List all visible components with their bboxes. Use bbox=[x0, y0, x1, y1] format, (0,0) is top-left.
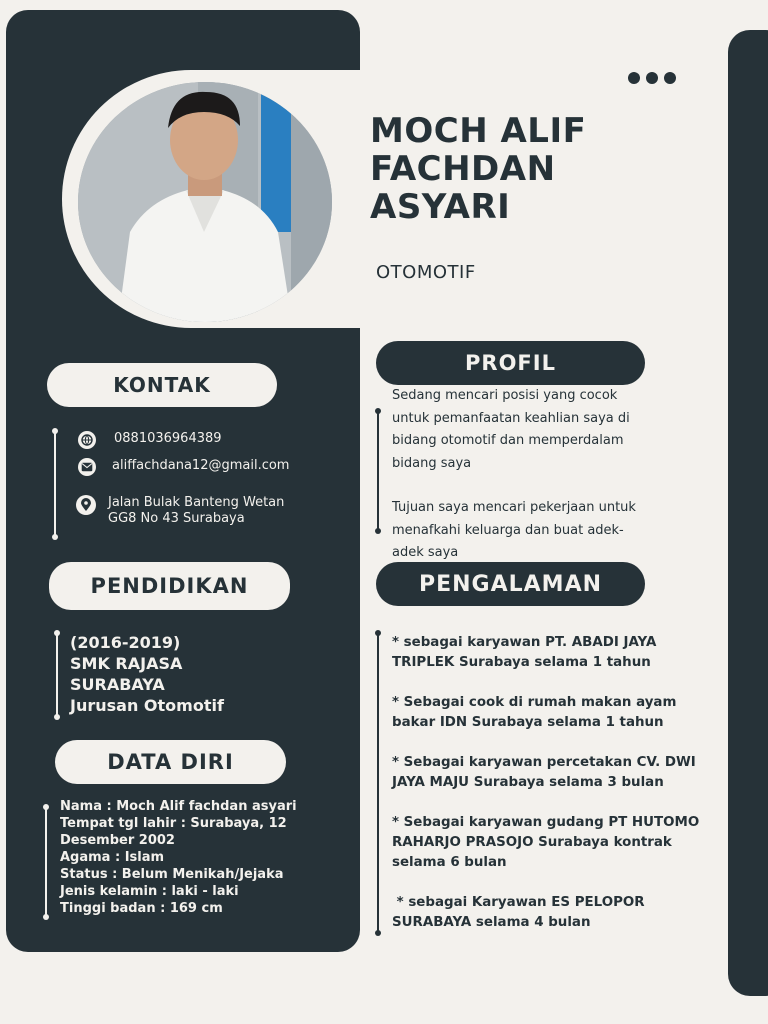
experience-line: * Sebagai karyawan gudang PT HUTOMO bbox=[392, 815, 700, 830]
experience-item bbox=[392, 893, 722, 933]
address-line: GG8 No 43 Surabaya bbox=[108, 511, 245, 526]
location-pin-icon bbox=[76, 495, 96, 515]
personal-divider bbox=[45, 806, 47, 918]
profile-line: bidang otomotif dan memperdalam bbox=[392, 433, 624, 448]
experience-line: TRIPLEK Surabaya selama 1 tahun bbox=[392, 655, 651, 670]
mail-icon bbox=[78, 458, 96, 476]
name-line: MOCH ALIF bbox=[370, 111, 587, 151]
education-heading: PENDIDIKAN bbox=[49, 562, 290, 610]
right-decor-bar bbox=[728, 30, 768, 996]
contact-phone bbox=[78, 431, 222, 449]
education-divider bbox=[56, 632, 58, 718]
experience-line: SURABAYA selama 4 bulan bbox=[392, 915, 591, 930]
personal-line: Tinggi badan : 169 cm bbox=[60, 901, 223, 916]
experience-line: RAHARJO PRASOJO Surabaya kontrak bbox=[392, 835, 672, 850]
experience-line: * sebagai Karyawan ES PELOPOR bbox=[392, 895, 645, 910]
profile-line: menafkahi keluarga dan buat adek- bbox=[392, 522, 624, 538]
profile-line: adek saya bbox=[392, 545, 459, 560]
personal-data bbox=[60, 798, 297, 917]
profile-photo bbox=[78, 82, 332, 322]
profile-divider bbox=[377, 410, 379, 532]
job-subtitle: OTOMOTIF bbox=[376, 262, 476, 283]
experience-line: * Sebagai karyawan percetakan CV. DWI bbox=[392, 755, 696, 770]
education-line: SMK RAJASA bbox=[70, 654, 183, 673]
profile-line: untuk pemanfaatan keahlian saya di bbox=[392, 410, 630, 426]
person-illustration bbox=[78, 82, 332, 322]
personal-heading: DATA DIRI bbox=[55, 740, 286, 784]
experience-divider bbox=[377, 632, 379, 934]
contact-email bbox=[78, 458, 289, 476]
personal-line: Tempat tgl lahir : Surabaya, 12 bbox=[60, 816, 287, 831]
profile-heading: PROFIL bbox=[376, 341, 645, 385]
experience-line: bakar IDN Surabaya selama 1 tahun bbox=[392, 715, 664, 730]
experience-heading: PENGALAMAN bbox=[376, 562, 645, 606]
profile-line: Tujuan saya mencari pekerjaan untuk bbox=[392, 500, 636, 515]
experience-item bbox=[392, 753, 722, 793]
profile-line: bidang saya bbox=[392, 455, 472, 471]
more-dots-icon bbox=[628, 72, 676, 84]
experience-item bbox=[392, 693, 722, 733]
candidate-name bbox=[370, 112, 690, 226]
personal-line: Nama : Moch Alif fachdan asyari bbox=[60, 799, 297, 814]
phone-number: 0881036964389 bbox=[114, 431, 222, 446]
address-line: Jalan Bulak Banteng Wetan bbox=[108, 495, 285, 510]
contact-divider bbox=[54, 430, 56, 538]
globe-icon bbox=[78, 431, 96, 449]
education-line: (2016-2019) bbox=[70, 633, 181, 652]
education-block bbox=[70, 632, 224, 716]
education-line: SURABAYA bbox=[70, 675, 165, 694]
experience-line: selama 6 bulan bbox=[392, 855, 507, 870]
experience-line: JAYA MAJU Surabaya selama 3 bulan bbox=[392, 775, 664, 790]
education-line: Jurusan Otomotif bbox=[70, 696, 224, 715]
profile-line: Sedang mencari posisi yang cocok bbox=[392, 388, 618, 403]
contact-heading: KONTAK bbox=[47, 363, 277, 407]
name-line: FACHDAN bbox=[370, 149, 556, 189]
experience-item bbox=[392, 813, 722, 873]
personal-line: Status : Belum Menikah/Jejaka bbox=[60, 867, 284, 882]
contact-address bbox=[76, 495, 284, 527]
personal-line: Jenis kelamin : laki - laki bbox=[60, 884, 239, 899]
email-address: aliffachdana12@gmail.com bbox=[112, 458, 290, 473]
experience-item bbox=[392, 633, 722, 673]
profile-text bbox=[392, 385, 636, 565]
personal-line: Agama : Islam bbox=[60, 850, 165, 865]
address-text bbox=[106, 495, 284, 527]
personal-line: Desember 2002 bbox=[60, 833, 175, 848]
experience-line: * Sebagai cook di rumah makan ayam bbox=[392, 695, 677, 710]
experience-list bbox=[392, 633, 722, 953]
name-line: ASYARI bbox=[370, 187, 511, 227]
experience-line: * sebagai karyawan PT. ABADI JAYA bbox=[392, 635, 657, 650]
